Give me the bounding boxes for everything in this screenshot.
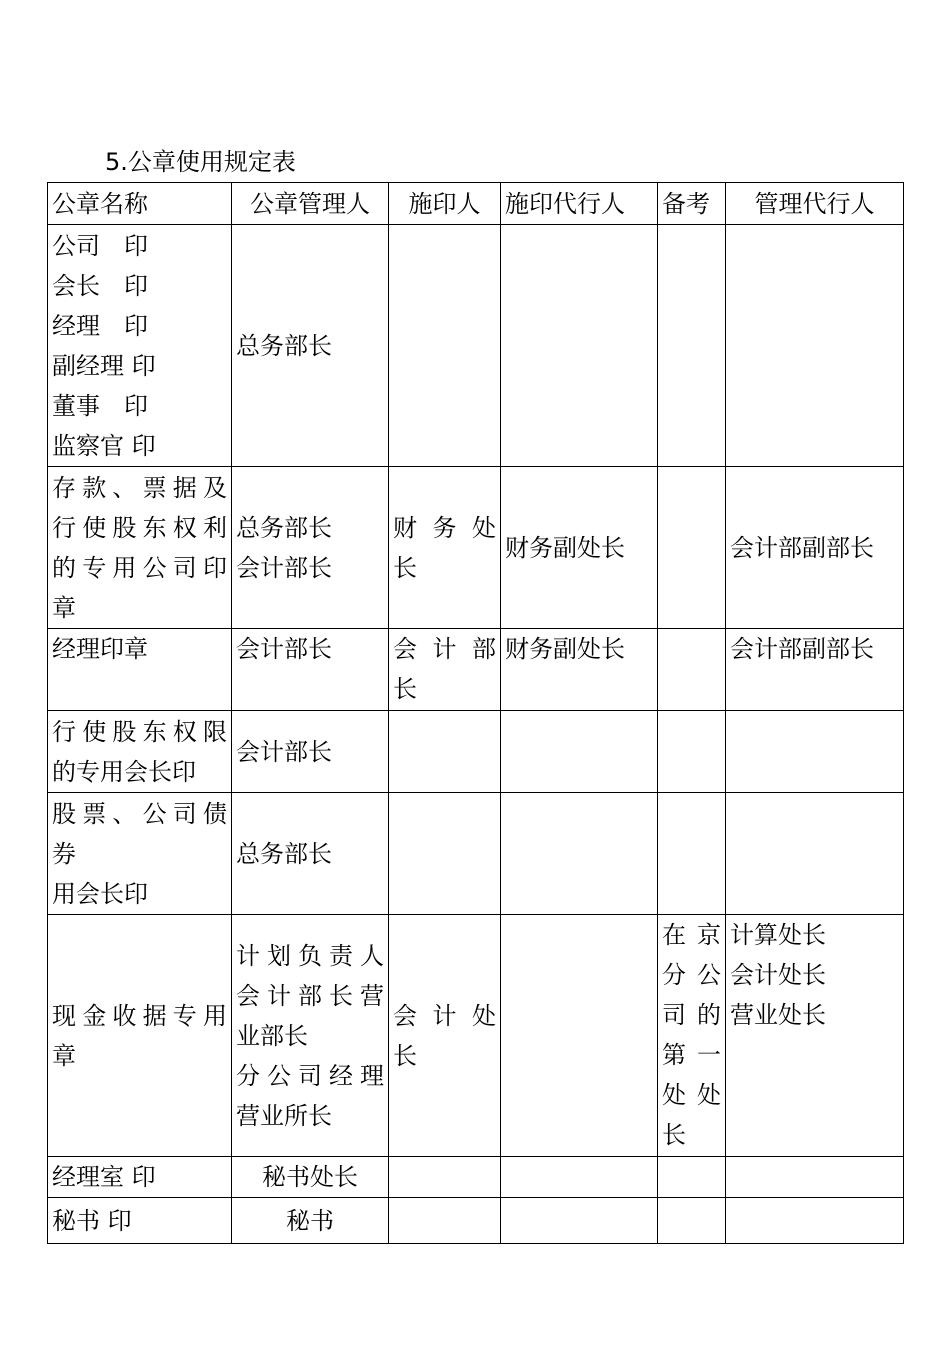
cell-seal-manager: [232, 915, 389, 1157]
table-row: [48, 711, 904, 793]
cell-line: 的专用公司印: [52, 553, 227, 582]
cell-line: 监察官 印: [52, 431, 156, 460]
cell-line: 行使股东权限: [52, 717, 227, 746]
cell-manager-deputy: [726, 1157, 904, 1198]
table-row: [48, 1157, 904, 1198]
cell-remark: [658, 225, 726, 467]
cell-stamper-deputy: [501, 1157, 658, 1198]
cell-line: 副经理 印: [52, 351, 156, 380]
cell-line: 会计部长营: [236, 981, 384, 1010]
cell-line: 分公: [662, 961, 721, 989]
cell-remark: [658, 915, 726, 1157]
cell-seal-manager: [232, 793, 389, 915]
cell-line: 第一: [662, 1041, 721, 1069]
cell-stamper-deputy: 财务副处长: [501, 629, 658, 711]
cell-seal-manager: [232, 711, 389, 793]
cell-line: 秘书处长: [262, 1163, 358, 1191]
cell-seal-manager: [232, 467, 389, 629]
cell-seal-name: [48, 467, 232, 629]
cell-seal-name: [48, 1157, 232, 1198]
seal-usage-table: [47, 182, 904, 1244]
cell-line: 会计部副部长: [730, 635, 874, 663]
cell-line: 会计部长: [236, 737, 332, 766]
cell-line: 在京: [662, 921, 721, 949]
cell-remark: [658, 1198, 726, 1244]
cell-manager-deputy: [726, 467, 904, 629]
header-stamper: 施印人: [389, 183, 501, 225]
cell-seal-manager: [232, 1157, 389, 1198]
cell-seal-name: [48, 225, 232, 467]
cell-stamper: [389, 629, 501, 711]
cell-line: 会计部长: [236, 553, 332, 582]
cell-manager-deputy: [726, 629, 904, 711]
header-seal-manager: 公章管理人: [232, 183, 389, 225]
cell-line: 计算处长: [730, 921, 826, 949]
cell-line: 分公司经理: [236, 1061, 384, 1090]
cell-seal-manager: [232, 225, 389, 467]
table-row: [48, 793, 904, 915]
cell-line: 的专用会长印: [52, 757, 196, 786]
header-seal-name: 公章名称: [48, 183, 232, 225]
cell-line: 股票、公司债: [52, 799, 227, 828]
cell-line: 券: [52, 839, 76, 868]
cell-stamper: [389, 225, 501, 467]
cell-line: 经理室 印: [52, 1163, 156, 1191]
cell-line: 总务部长: [236, 513, 332, 542]
cell-remark: [658, 467, 726, 629]
cell-seal-name: [48, 1198, 232, 1244]
cell-line: 用会长印: [52, 879, 148, 908]
cell-line: 经理 印: [52, 311, 148, 340]
table-header-row: [48, 183, 904, 225]
cell-line: 会计部长: [236, 635, 332, 663]
cell-manager-deputy: [726, 711, 904, 793]
cell-line: 长: [393, 553, 417, 582]
cell-line: 计划负责人: [236, 941, 384, 970]
cell-line: 现金收据专用: [52, 1001, 227, 1030]
cell-seal-manager: [232, 1198, 389, 1244]
cell-line: 长: [393, 1041, 417, 1070]
cell-line: 会计处: [393, 1001, 496, 1030]
cell-line: 经理印章: [52, 635, 148, 663]
cell-line: 处处: [662, 1081, 721, 1109]
cell-line: 业部长: [236, 1021, 308, 1050]
cell-line: 总务部长: [236, 331, 332, 360]
cell-remark: [658, 1157, 726, 1198]
cell-manager-deputy: [726, 915, 904, 1157]
table-row: [48, 915, 904, 1157]
cell-stamper-deputy: [501, 225, 658, 467]
cell-line: 总务部长: [236, 839, 332, 868]
cell-stamper-deputy: [501, 1198, 658, 1244]
cell-stamper-deputy: [501, 793, 658, 915]
cell-line: 行使股东权利: [52, 513, 227, 542]
cell-line: 秘书 印: [52, 1206, 132, 1235]
cell-line: 董事 印: [52, 391, 148, 420]
cell-remark: [658, 711, 726, 793]
page-title: 5.公章使用规定表: [105, 148, 296, 176]
cell-line: 会计处长: [730, 961, 826, 989]
cell-line: 财务处: [393, 513, 496, 542]
cell-line: 会计部副部长: [730, 533, 874, 562]
cell-line: 会计部: [393, 635, 496, 663]
table-row: [48, 1198, 904, 1244]
cell-seal-name: [48, 711, 232, 793]
cell-line: 章: [52, 593, 76, 622]
table-row: [48, 467, 904, 629]
header-manager-deputy: 管理代行人: [726, 183, 904, 225]
cell-manager-deputy: [726, 225, 904, 467]
cell-line: 长: [393, 675, 417, 703]
header-stamper-deputy: 施印代行人: [501, 183, 658, 225]
cell-stamper: [389, 1157, 501, 1198]
cell-manager-deputy: [726, 793, 904, 915]
cell-manager-deputy: [726, 1198, 904, 1244]
cell-seal-name: [48, 793, 232, 915]
cell-stamper-deputy: [501, 711, 658, 793]
cell-line: 营业所长: [236, 1101, 332, 1130]
cell-stamper: [389, 793, 501, 915]
cell-seal-name: [48, 915, 232, 1157]
cell-remark: [658, 629, 726, 711]
cell-stamper: [389, 467, 501, 629]
cell-stamper-deputy: [501, 915, 658, 1157]
cell-seal-name: [48, 629, 232, 711]
table-row: [48, 225, 904, 467]
cell-line: 司的: [662, 1001, 721, 1029]
table-row: [48, 629, 904, 711]
cell-line: 营业处长: [730, 1001, 826, 1029]
cell-stamper: [389, 915, 501, 1157]
cell-line: 公司 印: [52, 231, 148, 260]
header-remark: 备考: [658, 183, 726, 225]
cell-seal-manager: [232, 629, 389, 711]
cell-line: 长: [662, 1121, 686, 1149]
cell-stamper-deputy: 财务副处长: [501, 467, 658, 629]
cell-line: 秘书: [286, 1206, 334, 1235]
cell-stamper: [389, 711, 501, 793]
cell-line: 会长 印: [52, 271, 148, 300]
cell-line: 存款、票据及: [52, 473, 227, 502]
cell-stamper: [389, 1198, 501, 1244]
cell-line: 章: [52, 1041, 76, 1070]
cell-remark: [658, 793, 726, 915]
